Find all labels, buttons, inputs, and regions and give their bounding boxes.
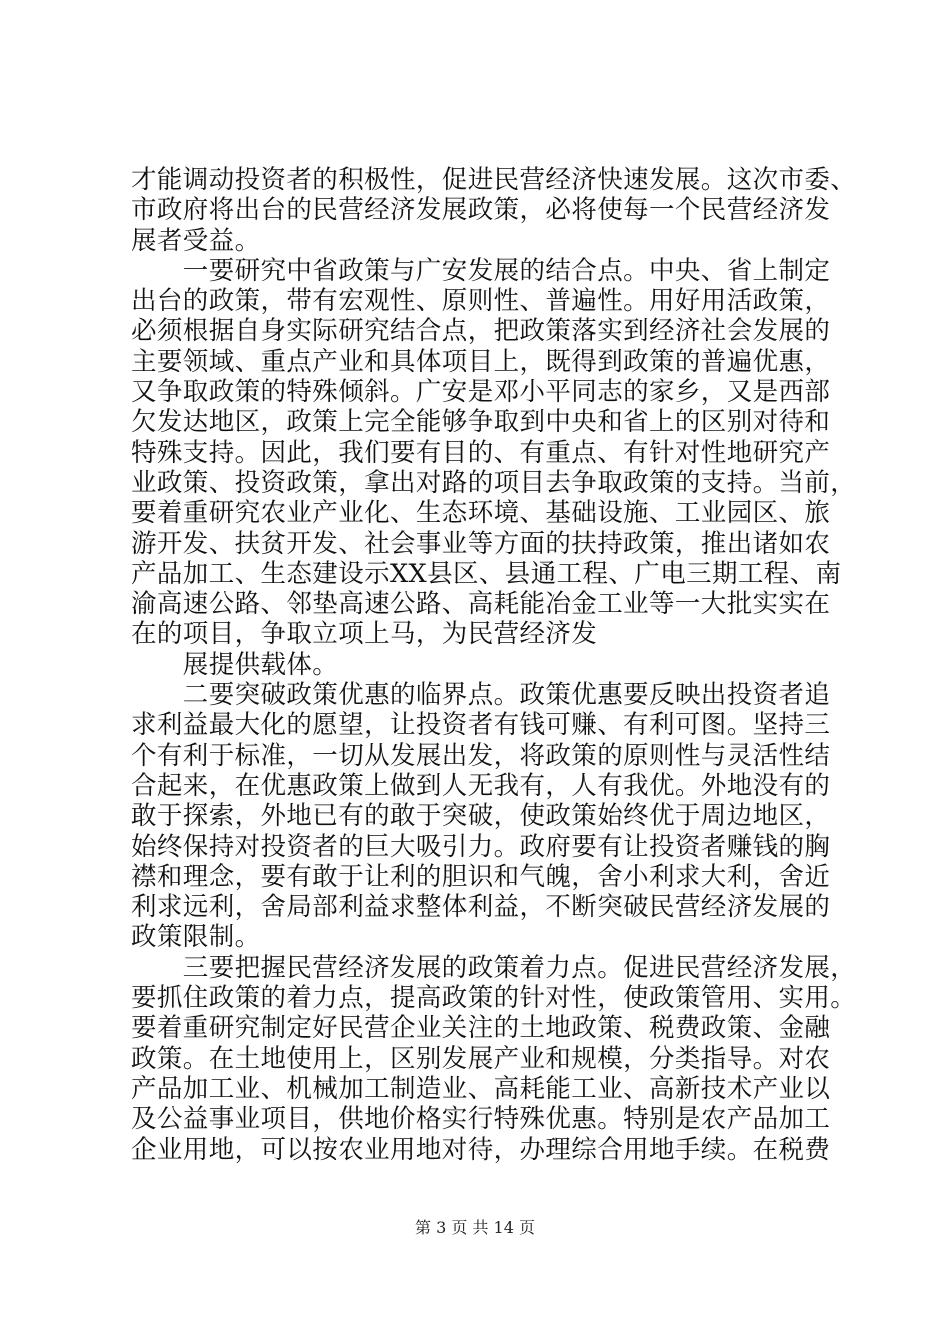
text-line: 三要把握民营经济发展的政策着力点。促进民营经济发展， xyxy=(131,952,857,983)
text-line: 业政策、投资政策，拿出对路的项目去争取政策的支持。当前， xyxy=(131,467,857,498)
text-line: 在的项目，争取立项上马，为民营经济发 xyxy=(131,619,598,650)
text-line: 展者受益。 xyxy=(131,225,261,256)
text-line: 必须根据自身实际研究结合点，把政策落实到经济社会发展的 xyxy=(131,316,831,347)
text-line: 才能调动投资者的积极性，促进民营经济快速发展。这次市委、 xyxy=(131,165,857,195)
text-line: 合起来，在优惠政策上做到人无我有，人有我优。外地没有的 xyxy=(131,770,831,801)
text-line: 展提供载体。 xyxy=(131,649,339,680)
text-line: 求利益最大化的愿望，让投资者有钱可赚、有利可图。坚持三 xyxy=(131,710,831,741)
text-line: 始终保持对投资者的巨大吸引力。政府要有让投资者赚钱的胸 xyxy=(131,831,831,862)
text-line: 一要研究中省政策与广安发展的结合点。中央、省上制定 xyxy=(131,255,831,286)
text-line: 欠发达地区，政策上完全能够争取到中央和省上的区别对待和 xyxy=(131,407,831,438)
text-line: 政策限制。 xyxy=(131,922,261,953)
text-line: 游开发、扶贫开发、社会事业等方面的扶持政策，推出诸如农 xyxy=(131,528,831,559)
text-line: 个有利于标准，一切从发展出发，将政策的原则性与灵活性结 xyxy=(131,740,831,771)
text-line: 产品加工、生态建设示XX县区、县通工程、广电三期工程、南 xyxy=(131,558,842,589)
text-line: 要着重研究制定好民营企业关注的土地政策、税费政策、金融 xyxy=(131,1013,831,1044)
text-line: 襟和理念，要有敢于让利的胆识和气魄，舍小利求大利，舍近 xyxy=(131,861,831,892)
text-line: 企业用地，可以按农业用地对待，办理综合用地手续。在税费 xyxy=(131,1134,831,1165)
text-line: 市政府将出台的民营经济发展政策，必将使每一个民营经济发 xyxy=(131,195,831,226)
page-number: 第 3 页 共 14 页 xyxy=(415,1218,535,1237)
text-line: 要着重研究农业产业化、生态环境、基础设施、工业园区、旅 xyxy=(131,498,831,529)
text-line: 及公益事业项目，供地价格实行特殊优惠。特别是农产品加工 xyxy=(131,1104,831,1135)
page-footer xyxy=(0,1218,950,1238)
text-line: 出台的政策，带有宏观性、原则性、普遍性。用好用活政策， xyxy=(131,286,831,317)
text-line: 敢于探索，外地已有的敢于突破，使政策始终优于周边地区， xyxy=(131,801,831,832)
document-body xyxy=(131,165,857,1165)
text-line: 渝高速公路、邻垫高速公路、高耗能冶金工业等一大批实实在 xyxy=(131,589,831,620)
text-line: 主要领域、重点产业和具体项目上，既得到政策的普遍优惠， xyxy=(131,346,831,377)
text-line: 利求远利，舍局部利益求整体利益，不断突破民营经济发展的 xyxy=(131,892,831,923)
text-line: 又争取政策的特殊倾斜。广安是邓小平同志的家乡，又是西部 xyxy=(131,377,831,408)
text-line: 要抓住政策的着力点，提高政策的针对性，使政策管用、实用。 xyxy=(131,983,857,1014)
text-line: 产品加工业、机械加工制造业、高耗能工业、高新技术产业以 xyxy=(131,1073,831,1104)
text-line: 特殊支持。因此，我们要有目的、有重点、有针对性地研究产 xyxy=(131,437,831,468)
text-line: 二要突破政策优惠的临界点。政策优惠要反映出投资者追 xyxy=(131,680,831,711)
text-line: 政策。在土地使用上，区别发展产业和规模，分类指导。对农 xyxy=(131,1043,831,1074)
